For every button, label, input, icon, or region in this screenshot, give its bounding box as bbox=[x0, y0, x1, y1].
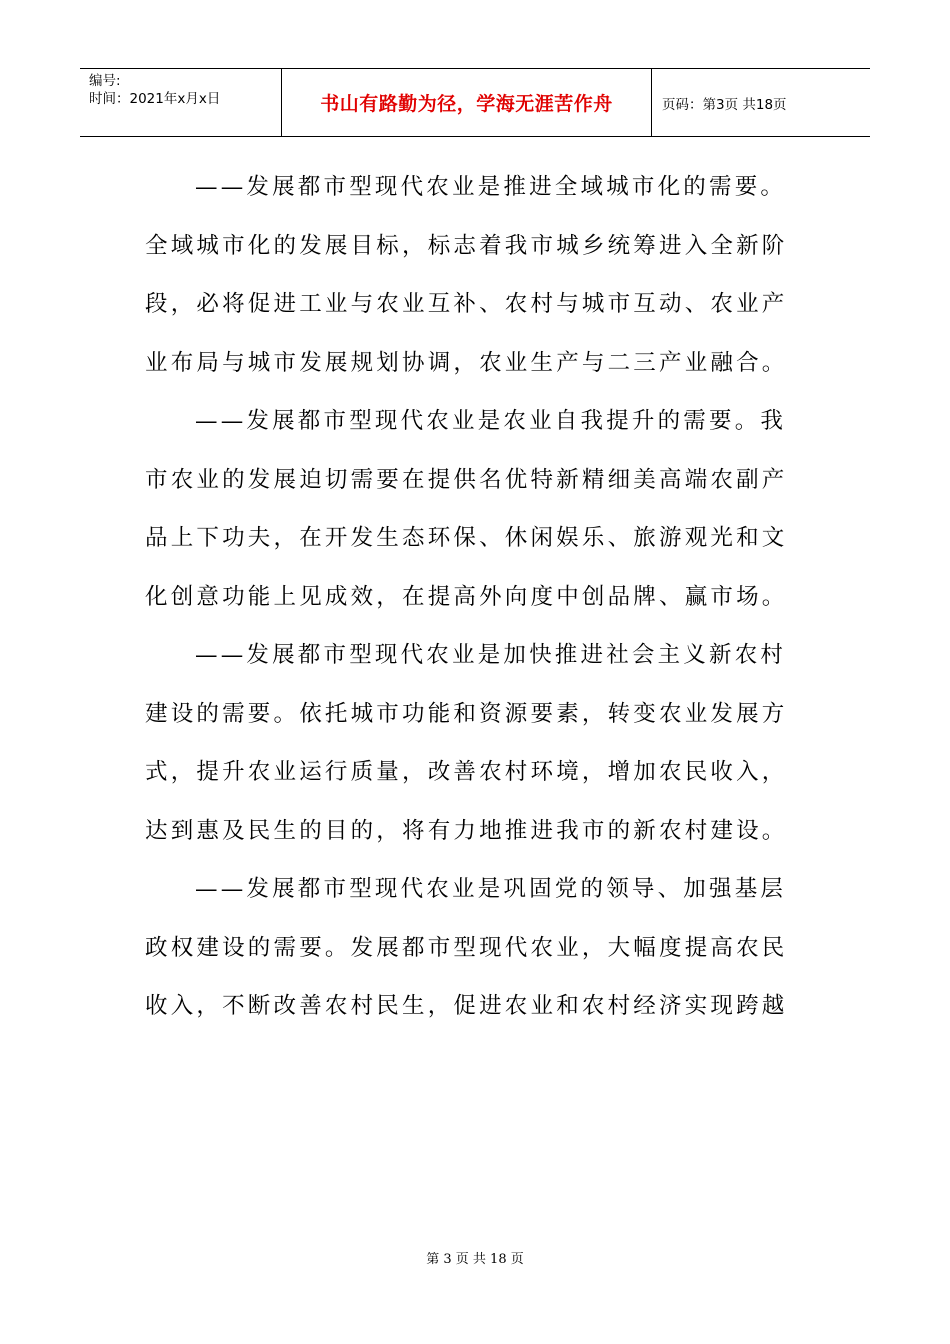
header-page-cell bbox=[652, 69, 870, 136]
text-line: 建设的需要。依托城市功能和资源要素，转变农业发展方 bbox=[145, 700, 788, 727]
page-header bbox=[80, 68, 870, 137]
page-number-label: 页码：第3页 共18页 bbox=[662, 96, 787, 113]
header-motto-cell bbox=[282, 69, 652, 136]
text-line: ——发展都市型现代农业是推进全域城市化的需要。 bbox=[195, 174, 787, 200]
text-line: 达到惠及民生的目的，将有力地推进我市的新农村建设。 bbox=[145, 817, 788, 844]
text-line: 品上下功夫，在开发生态环保、休闲娱乐、旅游观光和文 bbox=[145, 525, 788, 551]
page-footer: 第 3 页 共 18 页 bbox=[426, 1252, 524, 1267]
header-meta bbox=[80, 69, 282, 136]
text-line: 市农业的发展迫切需要在提供名优特新精细美高端农副产 bbox=[145, 466, 788, 493]
text-line: ——发展都市型现代农业是加快推进社会主义新农村 bbox=[195, 642, 787, 668]
text-line: 全域城市化的发展目标，标志着我市城乡统筹进入全新阶 bbox=[145, 232, 788, 259]
text-line: ——发展都市型现代农业是巩固党的领导、加强基层 bbox=[195, 876, 787, 902]
text-line: 式，提升农业运行质量，改善农村环境，增加农民收入， bbox=[145, 759, 788, 785]
text-line: 化创意功能上见成效，在提高外向度中创品牌、赢市场。 bbox=[145, 583, 788, 610]
text-line: 业布局与城市发展规划协调，农业生产与二三产业融合。 bbox=[145, 349, 788, 376]
text-line: 政权建设的需要。发展都市型现代农业，大幅度提高农民 bbox=[145, 934, 788, 961]
text-line: 收入，不断改善农村民生，促进农业和农村经济实现跨越 bbox=[145, 993, 788, 1019]
document-body bbox=[145, 158, 810, 1036]
motto-text: 书山有路勤为径，学海无涯苦作舟 bbox=[320, 93, 613, 115]
time-label: 时间：2021年x月x日 bbox=[89, 91, 221, 107]
number-label: 编号: bbox=[89, 73, 121, 89]
text-line: 段，必将促进工业与农业互补、农村与城市互动、农业产 bbox=[145, 291, 788, 317]
text-line: ——发展都市型现代农业是农业自我提升的需要。我 bbox=[195, 408, 787, 434]
